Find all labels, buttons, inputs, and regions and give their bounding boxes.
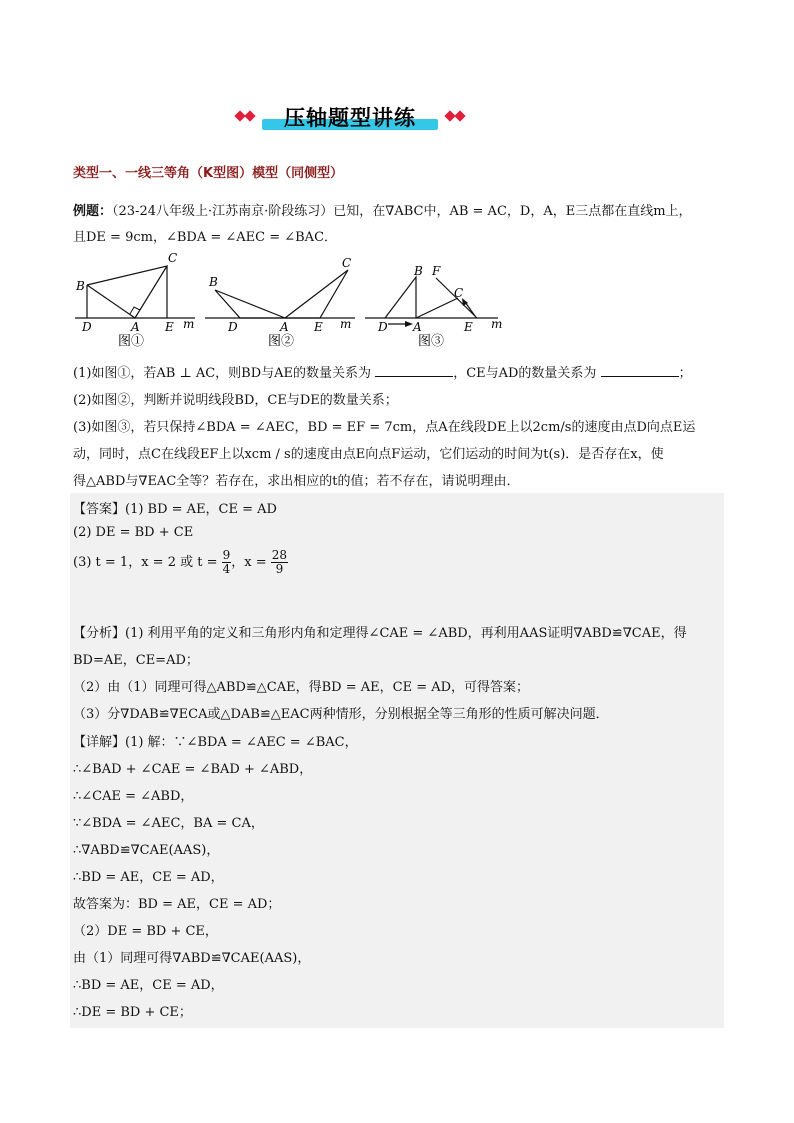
detail-line-8: （2）DE = BD + CE， [73, 924, 218, 939]
example-line-2: 且DE = 9cm，∠BDA = ∠AEC = ∠BAC． [73, 230, 338, 245]
figure-2 [205, 256, 355, 349]
analysis-line-4: （3）分∇DAB≌∇ECA或△DAB≌△EAC两种情形，分别根据全等三角形的性质可解决问题． [73, 707, 609, 722]
fraction-numerator: 9 [222, 548, 231, 562]
figures [70, 250, 510, 350]
fig2-caption: 图② [268, 334, 295, 349]
fraction-denominator: 4 [222, 562, 231, 576]
fig1-label-c: C [168, 251, 178, 265]
a3-text-pre: (3) t = 1，x = 2 或 t = [73, 555, 218, 570]
fig3-label-c: C [454, 286, 464, 300]
fig1-label-d: D [82, 320, 92, 334]
fig2-label-b: B [209, 275, 218, 289]
fig1-label-e: E [165, 320, 174, 334]
fraction [271, 549, 288, 576]
question-3-line-1: (3)如图③，若只保持∠BDA = ∠AEC，BD = EF = 7cm，点A在线段DE上以2cm/s的速度由点D向点E运 [73, 420, 696, 435]
fig1-label-m: m [183, 317, 195, 331]
question-3-line-2: 动，同时，点C在线段EF上以xcm / s的速度由点E向点F运动，它们运动的时间为t(s)．是否存在x，使 [73, 447, 664, 462]
question-3-line-3: 得△ABD与∇EAC全等？若存在，求出相应的t的值；若不存在，请说明理由． [73, 474, 520, 489]
fraction-numerator: 28 [271, 548, 288, 562]
fig3-label-d: D [378, 320, 388, 334]
detail-line-9: 由（1）同理可得∇ABD≌∇CAE(AAS)， [73, 951, 311, 966]
question-2: (2)如图②，判断并说明线段BD，CE与DE的数量关系； [73, 393, 398, 408]
answer-line-1: 【答案】(1) BD = AE，CE = AD [73, 502, 277, 517]
detail-line-5: ∴∇ABD≌∇CAE(AAS)， [73, 843, 220, 858]
figure-3 [365, 264, 502, 349]
fig2-label-a: A [280, 320, 289, 334]
fig2-label-e: E [314, 320, 323, 334]
example-label: 例题： [73, 204, 113, 219]
fig3-label-m: m [491, 317, 503, 331]
answer-blank [375, 364, 453, 377]
fig3-label-b: B [414, 264, 423, 278]
example-line-1 [73, 200, 692, 219]
analysis-line-3: （2）由（1）同理可得△ABD≌△CAE，得BD = AE，CE = AD，可得答案； [73, 680, 530, 695]
detail-line-10: ∴BD = AE，CE = AD， [73, 978, 224, 993]
fraction [222, 549, 232, 576]
answer-line-2: (2) DE = BD + CE [73, 525, 194, 540]
section-header [230, 98, 470, 138]
detail-line-7: 故答案为：BD = AE，CE = AD； [73, 897, 281, 912]
example-text: （23-24八年级上·江苏南京·阶段练习）已知，在∇ABC中，AB = AC，D，A，E三点都在直线m上， [112, 204, 692, 219]
question-1 [73, 362, 692, 381]
answer-line-3 [73, 549, 288, 576]
fig1-label-b: B [76, 279, 85, 293]
answer-blank [601, 364, 679, 377]
a3-text-mid: ，x = [231, 555, 267, 570]
fig2-label-d: D [228, 320, 238, 334]
detail-line-6: ∴BD = AE，CE = AD， [73, 870, 224, 885]
q1-text-b: ，CE与AD的数量关系为 [453, 366, 597, 381]
analysis-line-1: 【分析】(1) 利用平角的定义和三角形内角和定理得∠CAE = ∠ABD，再利用AAS证明∇ABD≌∇CAE，得 [73, 626, 687, 641]
type-title: 类型一、一线三等角（K型图）模型（同侧型） [73, 166, 344, 181]
analysis-line-2: BD=AE，CE=AD； [73, 653, 199, 668]
page-title: 压轴题型讲练 [284, 106, 416, 130]
fig3-label-e: E [464, 320, 473, 334]
fig2-label-c: C [342, 256, 352, 270]
fig1-label-a: A [131, 320, 140, 334]
detail-line-11: ∴DE = BD + CE； [73, 1005, 192, 1020]
fig2-label-m: m [340, 317, 352, 331]
detail-line-1: 【详解】(1) 解：∵∠BDA = ∠AEC = ∠BAC， [73, 735, 358, 750]
fig3-label-f: F [432, 264, 441, 278]
fig3-label-a: A [413, 320, 422, 334]
q1-text-end: ； [678, 366, 692, 381]
detail-line-3: ∴∠CAE = ∠ABD， [73, 789, 194, 804]
figure-1 [75, 251, 195, 349]
q1-text-a: (1)如图①，若AB ⊥ AC，则BD与AE的数量关系为 [73, 366, 372, 381]
fraction-denominator: 9 [275, 562, 284, 576]
fig3-caption: 图③ [418, 334, 445, 349]
fig1-caption: 图① [118, 334, 145, 349]
detail-line-4: ∵∠BDA = ∠AEC，BA = CA， [73, 816, 264, 831]
detail-line-2: ∴∠BAD + ∠CAE = ∠BAD + ∠ABD， [73, 762, 313, 777]
